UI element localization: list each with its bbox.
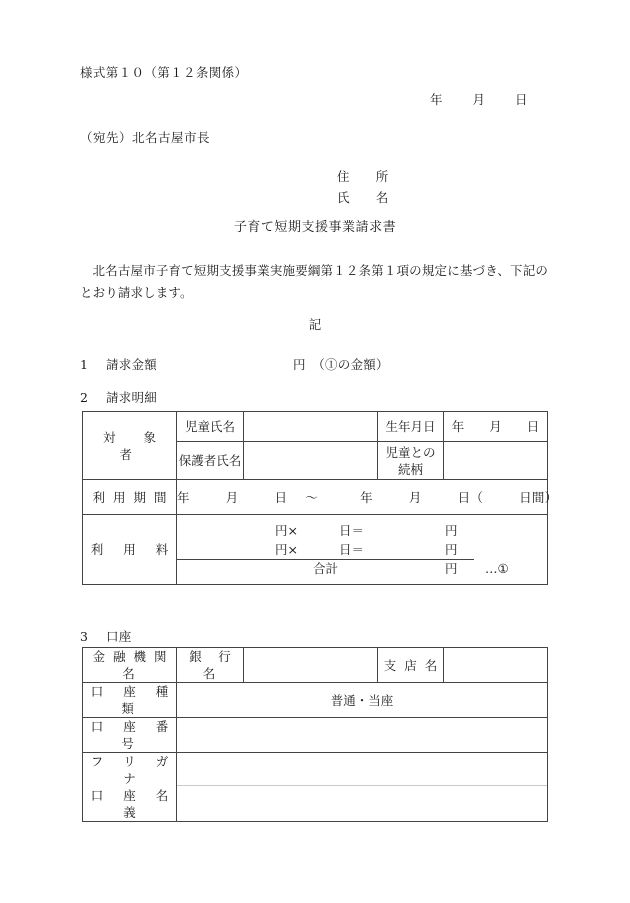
claim-detail-table xyxy=(82,411,558,585)
date-day: 日 xyxy=(515,92,528,107)
bank-account-table xyxy=(82,647,548,822)
date-line xyxy=(430,90,528,108)
applicant-address-label: 住 所 xyxy=(337,169,396,184)
branch-name-label: 支 店 名 xyxy=(378,648,444,683)
account-holder-label: 口 座 名 義 xyxy=(90,788,189,820)
section-1-label: 請求金額 xyxy=(106,357,158,372)
target-person-label: 対 象 者 xyxy=(83,412,177,480)
use-fee-label: 利 用 料 xyxy=(83,515,177,585)
use-period-label: 利 用 期 間 xyxy=(83,480,177,515)
section-2-heading xyxy=(80,388,157,406)
account-holder-labels xyxy=(83,753,189,822)
bank-institution-label: 金 融 機 関 名 xyxy=(83,648,177,683)
table-row xyxy=(83,412,548,442)
guardian-name-label: 保護者氏名 xyxy=(177,442,244,480)
section-3-label: 口座 xyxy=(106,629,132,644)
table-row xyxy=(83,648,548,683)
fee-total-line: 合計 円 …① xyxy=(313,561,509,576)
section-2-number: 2 xyxy=(80,390,89,405)
account-holder-value[interactable] xyxy=(177,785,547,809)
furigana-value[interactable] xyxy=(177,766,547,785)
section-3-heading xyxy=(80,627,132,645)
furigana-divider xyxy=(177,785,547,786)
table-row xyxy=(83,683,548,718)
account-number-label: 口 座 番 号 xyxy=(83,718,177,753)
section-1-number: 1 xyxy=(80,357,89,372)
form-number: 様式第１０（第１２条関係） xyxy=(80,65,248,80)
birth-date-value[interactable]: 年 月 日 xyxy=(444,412,548,442)
birth-date-label: 生年月日 xyxy=(378,412,444,442)
use-period-value[interactable]: 年 月 日 ～ 年 月 日（ 日間） xyxy=(177,480,548,515)
table-row xyxy=(83,718,548,753)
ki-mark: 記 xyxy=(308,317,322,332)
section-2-label: 請求明細 xyxy=(106,390,158,405)
applicant-block xyxy=(337,166,395,208)
guardian-name-value[interactable] xyxy=(244,442,378,480)
fee-line-1: 円× 日＝ 円 xyxy=(275,523,458,538)
child-name-label: 児童氏名 xyxy=(177,412,244,442)
table-row xyxy=(83,753,548,822)
page-title: 子育て短期支援事業請求書 xyxy=(233,220,397,235)
table-row xyxy=(83,480,548,515)
date-month: 月 xyxy=(472,92,486,107)
account-holder-value-area[interactable] xyxy=(177,753,548,822)
addressee: （宛先）北名古屋市長 xyxy=(80,130,211,145)
table-row xyxy=(83,515,548,585)
use-fee-value[interactable] xyxy=(177,515,548,585)
bank-name-value[interactable] xyxy=(244,648,378,683)
section-1-amount-note: 円 （①の金額） xyxy=(293,357,389,372)
account-type-label: 口 座 種 類 xyxy=(83,683,177,718)
section-3-number: 3 xyxy=(80,629,89,644)
account-type-value[interactable]: 普通・当座 xyxy=(177,683,548,718)
child-name-value[interactable] xyxy=(244,412,378,442)
relation-label: 児童との 続柄 xyxy=(378,442,444,480)
section-1-heading xyxy=(80,355,389,373)
relation-value[interactable] xyxy=(444,442,548,480)
date-year: 年 xyxy=(430,92,443,107)
furigana-label: フ リ ガ ナ xyxy=(90,754,189,786)
branch-name-value[interactable] xyxy=(444,648,548,683)
body-paragraph: 北名古屋市子育て短期支援事業実施要綱第１２条第１項の規定に基づき、下記のとおり請求します。 xyxy=(80,263,548,300)
bank-name-label: 銀 行 名 xyxy=(177,648,244,683)
fee-line-2: 円× 日＝ 円 xyxy=(275,542,458,557)
account-number-value[interactable] xyxy=(177,718,548,753)
applicant-name-label: 氏 名 xyxy=(337,190,396,205)
